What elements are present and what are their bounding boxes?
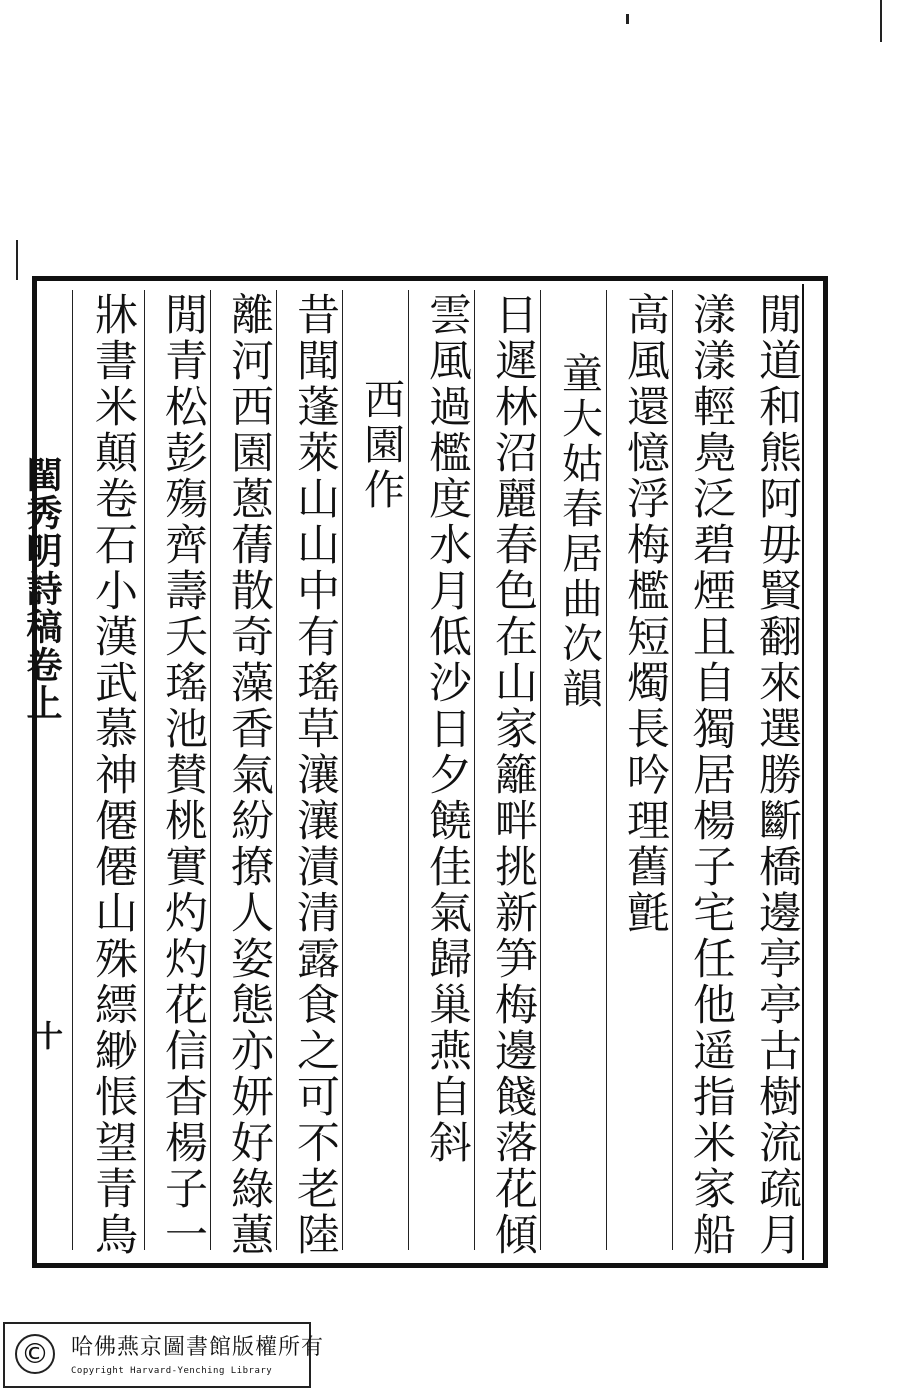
text-column-9: 離河西園蔥蒨散奇藻香氣紛撩人姿態亦妍好綠蕙	[224, 292, 274, 1258]
column-rule	[606, 290, 607, 1250]
column-rule	[72, 290, 73, 1250]
text-column-2: 漾漾輕鳧泛碧煙且自獨居楊子宅任他遥指米家船	[686, 292, 736, 1258]
column-rule	[342, 290, 343, 1250]
column-rule	[474, 290, 475, 1250]
text-column-3: 高風還憶浮梅檻短燭長吟理舊氈	[620, 292, 670, 936]
text-column-5: 日遲林沼麗春色在山家籬畔挑新笋梅邊餞落花傾	[488, 292, 538, 1258]
copyright-icon: ©	[15, 1334, 55, 1374]
margin-book-title: 閨秀明詩稿卷上	[21, 456, 63, 722]
text-column-6: 雲風過檻度水月低沙日夕饒佳氣歸巢燕自斜	[422, 292, 472, 1166]
copyright-english: Copyright Harvard-Yenching Library	[71, 1366, 273, 1376]
text-column-1: 閒道和熊阿毋賢翻來選勝斷橋邊亭亭古樹流疏月	[752, 292, 802, 1258]
column-rule	[408, 290, 409, 1250]
scan-speck	[16, 240, 18, 280]
text-column-10: 閒青松彭殤齊壽夭瑤池賛桃實灼灼花信杳楊子一	[158, 292, 208, 1258]
copyright-chinese: 哈佛燕京圖書館版權所有	[71, 1335, 325, 1360]
scan-speck	[880, 0, 882, 42]
scan-speck	[626, 14, 629, 24]
text-column-11: 牀書米顛卷石小漢武慕神僊僊山殊縹緲悵望青鳥	[88, 292, 138, 1258]
column-rule	[210, 290, 211, 1250]
column-rule	[144, 290, 145, 1250]
copyright-stamp	[3, 1322, 325, 1388]
column-rule	[276, 290, 277, 1250]
column-rule	[672, 290, 673, 1250]
poem-title-column: 童大姑春居曲次韻	[555, 352, 603, 712]
poem-title-column: 西園作	[357, 378, 405, 513]
column-rule	[540, 290, 541, 1250]
text-column-8: 昔聞蓬萊山山中有瑤草瀼瀼漬清露食之可不老陸	[290, 292, 340, 1258]
margin-page-number: 十	[27, 1020, 62, 1050]
